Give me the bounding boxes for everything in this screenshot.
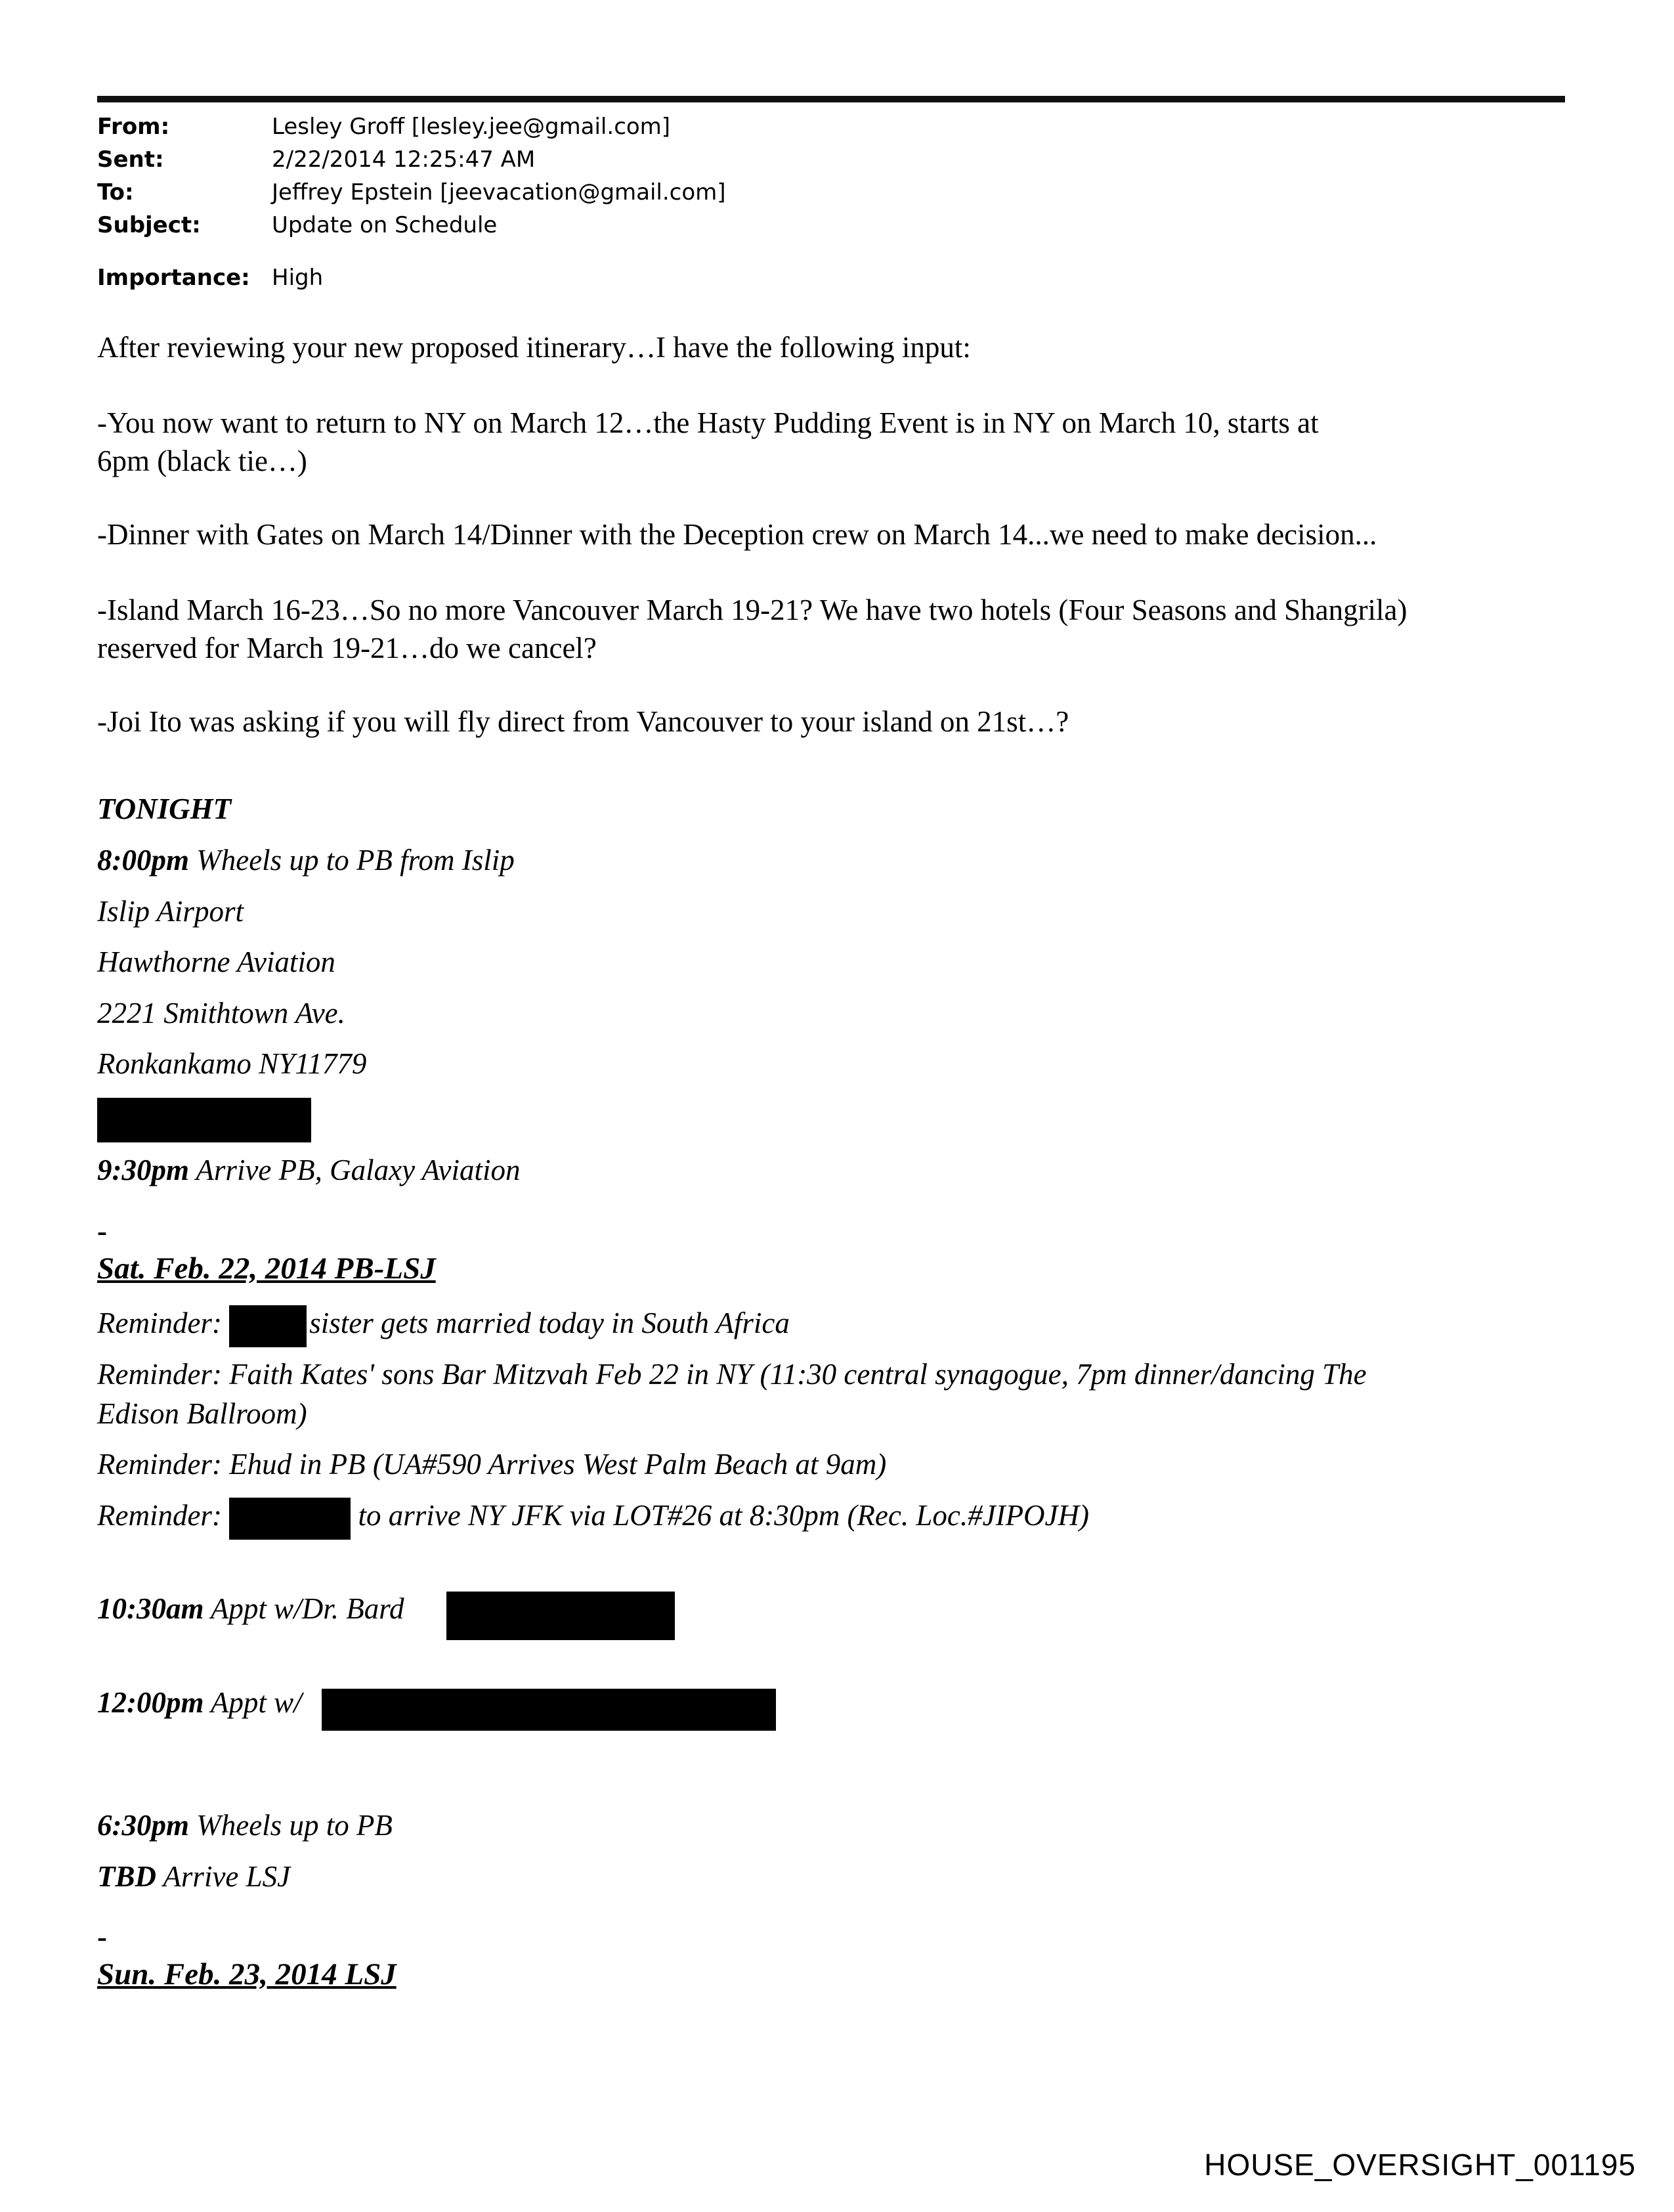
point-3-line-2: reserved for March 19-21…do we cancel? xyxy=(97,632,597,664)
appointment-1 xyxy=(97,1589,404,1628)
subject-value: Update on Schedule xyxy=(272,212,498,238)
redaction-block xyxy=(322,1689,776,1731)
reminder-text: sister gets married today in South Africa xyxy=(309,1307,790,1339)
intro-paragraph: After reviewing your new proposed itinerary…I have the following input: xyxy=(97,331,971,364)
appointment-4 xyxy=(97,1857,290,1896)
event-text: Arrive PB, Galaxy Aviation xyxy=(189,1154,521,1186)
reminder-text: to arrive NY JFK via LOT#26 at 8:30pm (Rec. Loc.#JIPOJH) xyxy=(351,1499,1090,1532)
event-text: Appt w/Dr. Bard xyxy=(204,1592,404,1625)
tonight-title-text: TONIGHT xyxy=(97,792,232,825)
importance-value: High xyxy=(272,265,324,291)
event-text: Arrive LSJ xyxy=(156,1860,291,1893)
event-time: 10:30am xyxy=(97,1592,204,1625)
reminder-2-line-2: Edison Ballroom) xyxy=(97,1397,307,1430)
address-line-1: Islip Airport xyxy=(97,895,244,928)
redaction-block xyxy=(229,1305,307,1347)
reminder-label: Reminder: xyxy=(97,1499,230,1532)
point-3-line-1: -Island March 16-23…So no more Vancouver March 19-21? We have two hotels (Four Seasons and Shangrila) xyxy=(97,594,1407,626)
point-2: -Dinner with Gates on March 14/Dinner with the Deception crew on March 14...we need to make decision... xyxy=(97,518,1377,551)
appointment-3 xyxy=(97,1806,393,1845)
point-4: -Joi Ito was asking if you will fly direct from Vancouver to your island on 21st…? xyxy=(97,705,1069,738)
address-line-3: 2221 Smithtown Ave. xyxy=(97,997,345,1030)
reminder-2-line-1: Reminder: Faith Kates' sons Bar Mitzvah Feb 22 in NY (11:30 central synagogue, 7pm dinner/dancing The xyxy=(97,1358,1367,1391)
section-separator: - xyxy=(97,1920,107,1953)
reminder-3: Reminder: Ehud in PB (UA#590 Arrives West Palm Beach at 9am) xyxy=(97,1448,887,1481)
sent-label: Sent: xyxy=(97,146,164,173)
address-line-4: Ronkankamo NY11779 xyxy=(97,1047,367,1080)
section-separator: - xyxy=(97,1215,107,1247)
tonight-event-2 xyxy=(97,1150,521,1190)
reminder-label: Reminder: xyxy=(97,1307,230,1339)
tonight-title xyxy=(97,789,231,829)
sat-day-heading: Sat. Feb. 22, 2014 PB-LSJ xyxy=(97,1251,436,1286)
event-time: 8:00pm xyxy=(97,844,189,877)
event-time: 6:30pm xyxy=(97,1809,189,1842)
point-1-line-2: 6pm (black tie…) xyxy=(97,445,307,477)
bates-number: HOUSE_OVERSIGHT_001195 xyxy=(1204,2148,1636,2182)
event-text: Appt w/ xyxy=(204,1686,302,1719)
event-time: 9:30pm xyxy=(97,1154,189,1186)
redaction-block xyxy=(229,1498,351,1540)
importance-label: Importance: xyxy=(97,265,250,291)
event-time: TBD xyxy=(97,1860,156,1893)
reminder-1 xyxy=(97,1303,790,1347)
tonight-event-1 xyxy=(97,840,515,880)
point-1-line-1: -You now want to return to NY on March 12…the Hasty Pudding Event is in NY on March 10, starts at xyxy=(97,406,1319,439)
event-text: Wheels up to PB xyxy=(189,1809,393,1842)
header-rule xyxy=(97,96,1565,102)
event-time: 12:00pm xyxy=(97,1686,204,1719)
reminder-4 xyxy=(97,1496,1089,1540)
to-value: Jeffrey Epstein [jeevacation@gmail.com] xyxy=(272,179,726,206)
sun-day-heading: Sun. Feb. 23, 2014 LSJ xyxy=(97,1957,397,1991)
to-label: To: xyxy=(97,179,134,206)
subject-label: Subject: xyxy=(97,212,201,238)
event-text: Wheels up to PB from Islip xyxy=(189,844,515,877)
sent-value: 2/22/2014 12:25:47 AM xyxy=(272,146,536,173)
from-label: From: xyxy=(97,114,170,140)
redaction-block xyxy=(97,1098,311,1142)
appointment-2 xyxy=(97,1683,302,1722)
address-line-2: Hawthorne Aviation xyxy=(97,945,335,978)
redaction-block xyxy=(446,1592,675,1640)
from-value: Lesley Groff [lesley.jee@gmail.com] xyxy=(272,114,671,140)
